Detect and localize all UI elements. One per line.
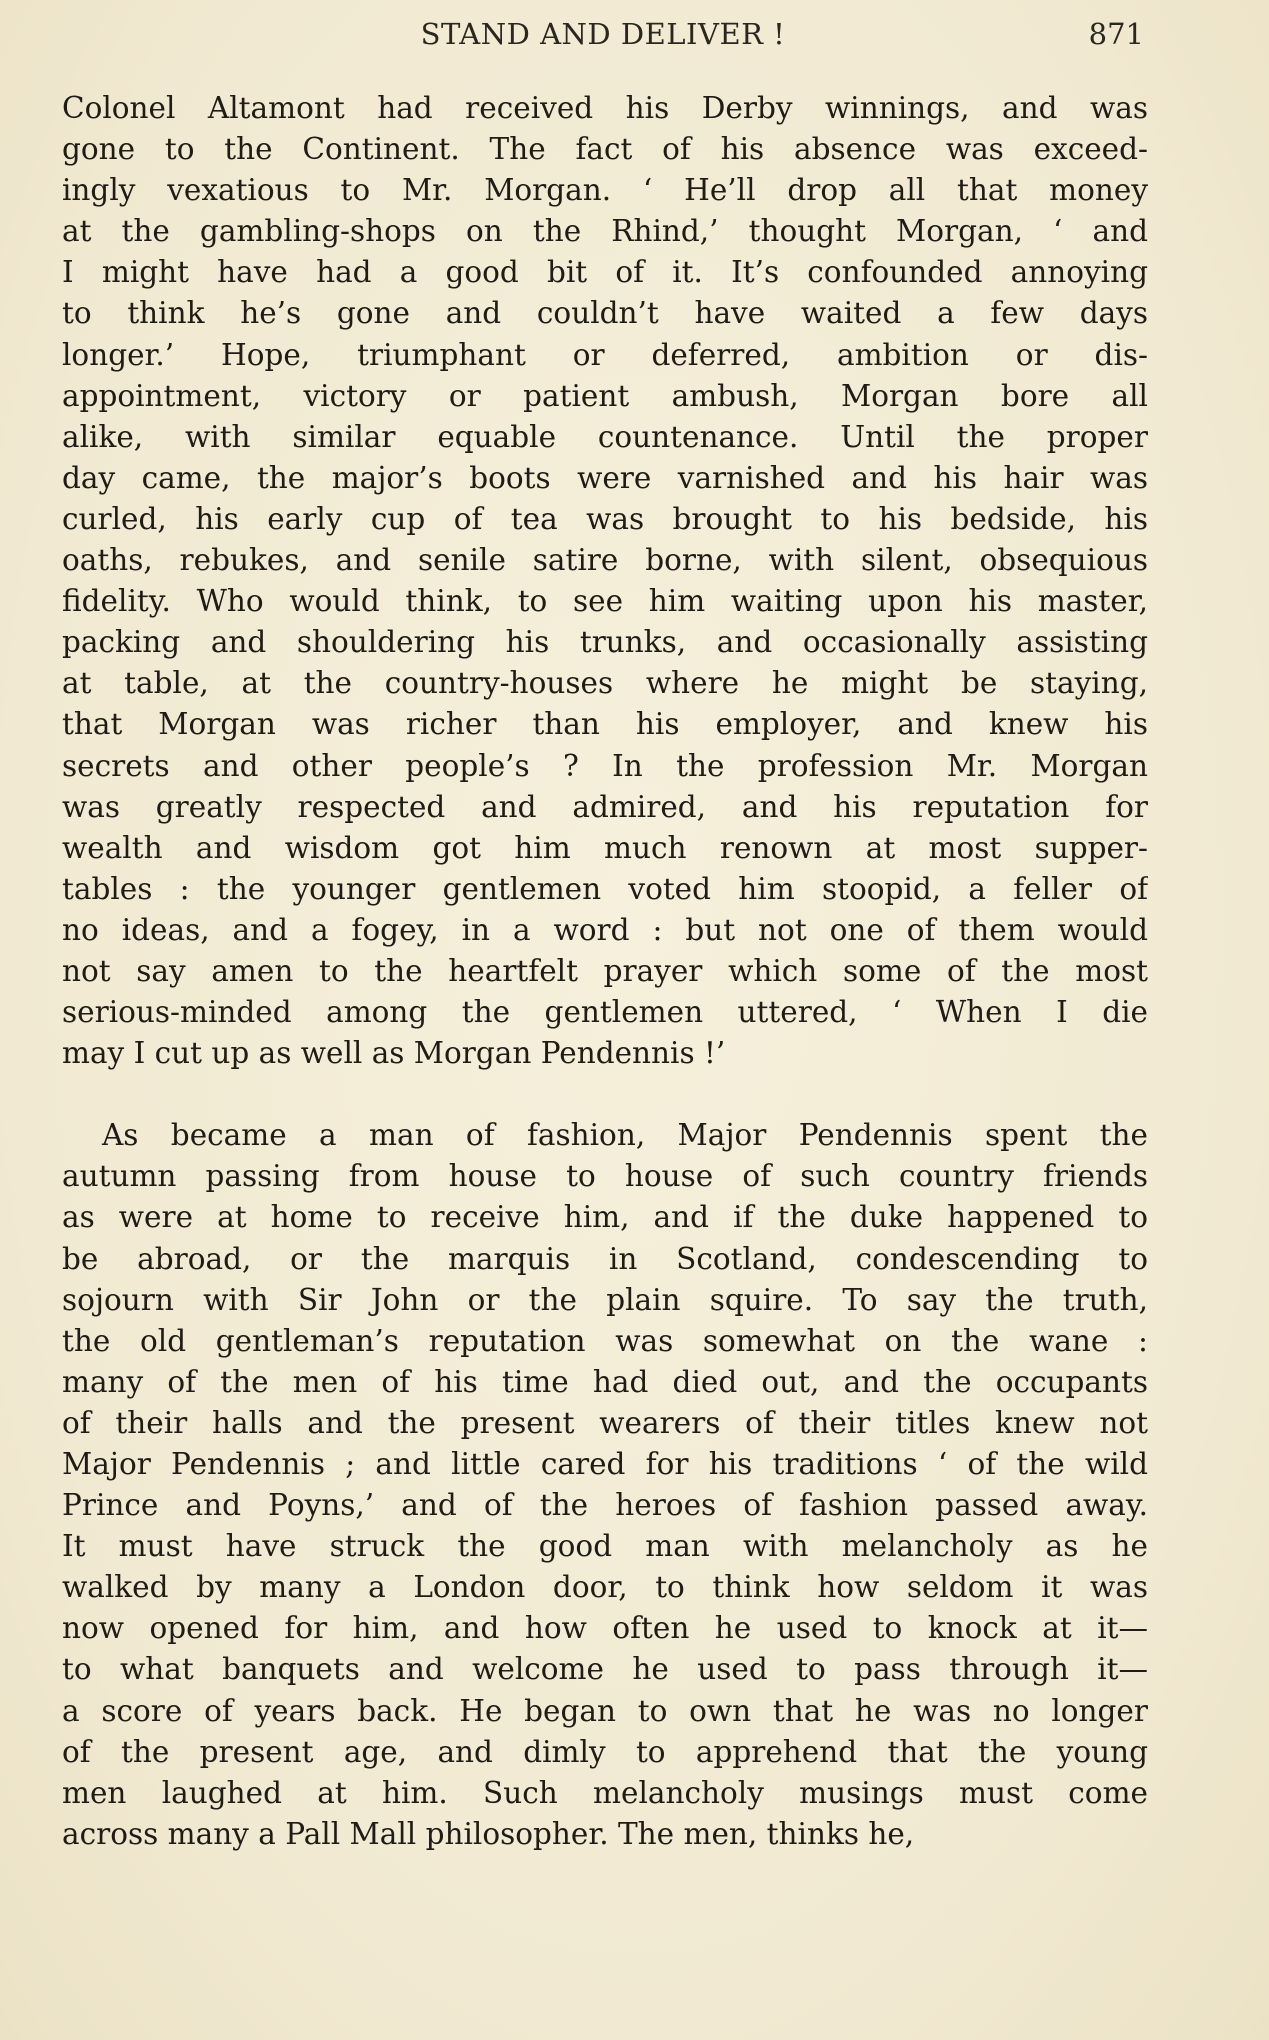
text-line: no ideas, and a fogey, in a word : but not one of them would <box>62 912 1148 947</box>
text-line: wealth and wisdom got him much renown at most supper- <box>62 830 1148 865</box>
text-line: walked by many a London door, to think how seldom it was <box>62 1570 1148 1605</box>
text-line: Major Pendennis ; and little cared for his traditions ‘ of the wild <box>62 1447 1148 1481</box>
text-line: of the present age, and dimly to apprehend that the young <box>62 1734 1148 1769</box>
text-line: at the gambling-shops on the Rhind,’ thought Morgan, ‘ and <box>62 214 1148 249</box>
text-line: many of the men of his time had died out, and the occupants <box>62 1364 1148 1399</box>
text-line: not say amen to the heartfelt prayer which some of the most <box>62 953 1148 988</box>
text-line: that Morgan was richer than his employer, and knew his <box>62 707 1148 742</box>
text-line: gone to the Continent. The fact of his absence was exceed- <box>62 132 1148 167</box>
text-line: It must have struck the good man with melancholy as he <box>62 1529 1148 1564</box>
text-line: at table, at the country-houses where he might be staying, <box>62 666 1148 701</box>
body-text <box>62 88 1148 1855</box>
text-line: curled, his early cup of tea was brought to his bedside, his <box>62 501 1148 536</box>
text-line: serious-minded among the gentlemen uttered, ‘ When I die <box>62 995 1148 1030</box>
text-line: a score of years back. He began to own that he was no longer <box>62 1693 1148 1728</box>
text-line: tables : the younger gentlemen voted him stoopid, a feller of <box>62 871 1148 906</box>
text-line: ingly vexatious to Mr. Morgan. ‘ He’ll drop all that money <box>62 173 1148 208</box>
text-line: Prince and Poyns,’ and of the heroes of fashion passed away. <box>62 1488 1148 1523</box>
text-line: autumn passing from house to house of such country friends <box>62 1159 1148 1194</box>
text-line: of their halls and the present wearers of their titles knew not <box>62 1405 1148 1440</box>
text-line: oaths, rebukes, and senile satire borne, with silent, obsequious <box>62 543 1148 578</box>
text-line: As became a man of fashion, Major Pendennis spent the <box>102 1118 1148 1153</box>
paragraph-gap <box>62 1074 1148 1115</box>
running-head <box>62 12 1144 56</box>
text-line: across many a Pall Mall philosopher. The men, thinks he, <box>62 1816 915 1851</box>
running-title: STAND AND DELIVER ! <box>420 17 786 51</box>
text-line: now opened for him, and how often he used to knock at it— <box>62 1611 1148 1646</box>
text-line: to what banquets and welcome he used to pass through it— <box>62 1652 1148 1687</box>
text-line: packing and shouldering his trunks, and occasionally assisting <box>62 625 1148 660</box>
text-line: sojourn with Sir John or the plain squire. To say the truth, <box>62 1282 1148 1317</box>
text-line: may I cut up as well as Morgan Pendennis !’ <box>62 1036 726 1071</box>
paragraph <box>62 88 1148 1074</box>
text-line: fidelity. Who would think, to see him waiting upon his master, <box>62 584 1148 619</box>
text-line: be abroad, or the marquis in Scotland, condescending to <box>62 1241 1148 1276</box>
text-line: Colonel Altamont had received his Derby winnings, and was <box>62 91 1148 125</box>
text-line: appointment, victory or patient ambush, Morgan bore all <box>62 378 1148 413</box>
text-line: alike, with similar equable countenance. Until the proper <box>62 419 1148 454</box>
text-line: as were at home to receive him, and if the duke happened to <box>62 1200 1148 1235</box>
page-number: 871 <box>1088 17 1144 51</box>
text-line: secrets and other people’s ? In the profession Mr. Morgan <box>62 748 1148 783</box>
text-line: men laughed at him. Such melancholy musings must come <box>62 1775 1148 1810</box>
text-line: I might have had a good bit of it. It’s confounded annoying <box>62 255 1148 290</box>
text-line: was greatly respected and admired, and his reputation for <box>62 789 1148 824</box>
text-line: the old gentleman’s reputation was somewhat on the wane : <box>62 1323 1148 1358</box>
paragraph <box>62 1115 1148 1855</box>
text-line: to think he’s gone and couldn’t have waited a few days <box>62 296 1148 331</box>
text-line: longer.’ Hope, triumphant or deferred, ambition or dis- <box>62 337 1148 372</box>
text-line: day came, the major’s boots were varnished and his hair was <box>62 460 1148 495</box>
